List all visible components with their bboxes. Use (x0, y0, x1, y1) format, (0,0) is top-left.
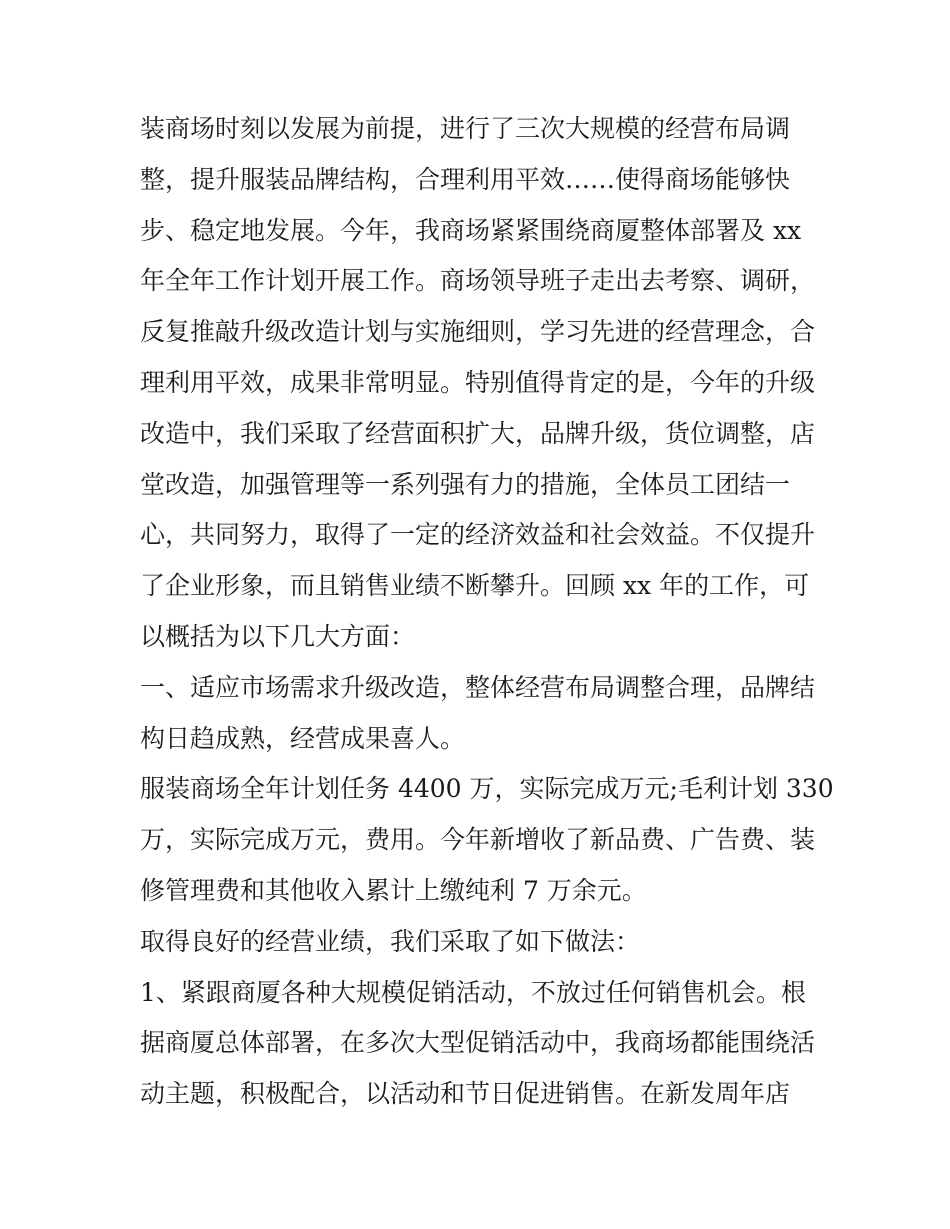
list-item-1-cont-2: 动主题，积极配合，以活动和节日促进销售。在新发周年店 (140, 1079, 791, 1109)
text-line-1: 装商场时刻以发展为前提，进行了三次大规模的经营布局调 (140, 114, 791, 143)
section-heading-1-cont: 构日趋成熟，经营成果喜人。 (140, 723, 466, 753)
text-line-14: 服装商场全年计划任务 4400 万，实际完成万元;毛利计划 330 (140, 774, 834, 804)
text-line-15: 万，实际完成万元，费用。今年新增收了新品费、广告费、装 (140, 825, 816, 855)
text-line-4: 年全年工作计划开展工作。商场领导班子走出去考察、调研， (140, 266, 816, 296)
text-line-2: 整，提升服装品牌结构，合理利用平效……使得商场能够快 (140, 164, 791, 194)
text-line-3: 步、稳定地发展。今年，我商场紧紧围绕商厦整体部署及 xx (140, 215, 802, 245)
text-line-10: 了企业形象，而且销售业绩不断攀升。回顾 xx 年的工作，可 (140, 571, 810, 601)
text-line-17: 取得良好的经营业绩，我们采取了如下做法： (140, 926, 641, 956)
section-heading-1: 一、适应市场需求升级改造，整体经营布局调整合理，品牌结 (140, 672, 816, 702)
text-line-5: 反复推敲升级改造计划与实施细则，学习先进的经营理念，合 (140, 317, 816, 347)
list-item-1: 1、紧跟商厦各种大规模促销活动，不放过任何销售机会。根 (140, 977, 806, 1007)
text-line-6: 理利用平效，成果非常明显。特别值得肯定的是，今年的升级 (140, 367, 816, 397)
text-line-11: 以概括为以下几大方面： (140, 621, 416, 651)
list-item-1-cont-1: 据商厦总体部署，在多次大型促销活动中，我商场都能围绕活 (140, 1028, 816, 1058)
text-line-7: 改造中，我们采取了经营面积扩大，品牌升级，货位调整，店 (140, 418, 816, 448)
text-line-9: 心，共同努力，取得了一定的经济效益和社会效益。不仅提升 (140, 520, 816, 550)
text-line-16: 修管理费和其他收入累计上缴纯利 7 万余元。 (140, 875, 647, 905)
text-line-8: 堂改造，加强管理等一系列强有力的措施，全体员工团结一 (140, 469, 791, 499)
document-body (140, 104, 834, 1120)
